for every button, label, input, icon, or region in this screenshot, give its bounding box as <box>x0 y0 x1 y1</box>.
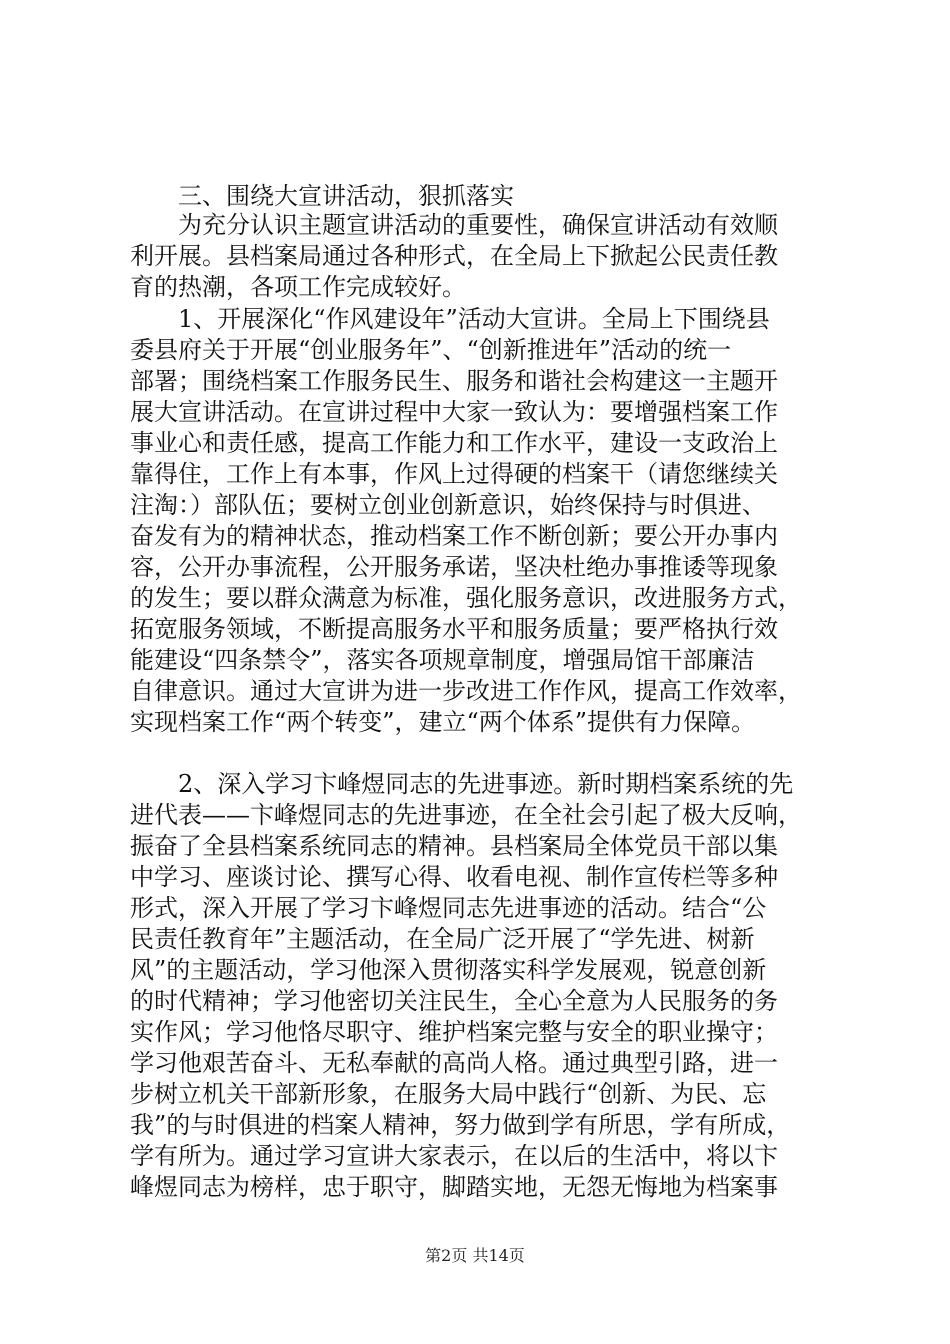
paragraph-line: 振奋了全县档案系统同志的精神。县档案局全体党员干部以集 <box>130 832 778 860</box>
paragraph-line: 展大宣讲活动。在宣讲过程中大家一致认为：要增强档案工作 <box>130 398 778 426</box>
paragraph-line: 容，公开办事流程，公开服务承诺，坚决杜绝办事推诿等现象 <box>130 553 778 581</box>
paragraph-line: 自律意识。通过大宣讲为进一步改进工作作风，提高工作效率， <box>130 677 802 705</box>
paragraph-line: 为充分认识主题宣讲活动的重要性，确保宣讲活动有效顺 <box>178 211 778 239</box>
paragraph-line: 我”的与时俱进的档案人精神，努力做到学有所思，学有所成， <box>130 1111 791 1139</box>
paragraph-line: 民责任教育年”主题活动，在全局广泛开展了“学先进、树新 <box>130 925 755 953</box>
paragraph-line: 注淘：）部队伍；要树立创业创新意识，始终保持与时俱进、 <box>130 491 766 519</box>
paragraph-line: 2、深入学习卞峰煜同志的先进事迹。新时期档案系统的先 <box>178 770 794 798</box>
paragraph-line: 能建设“四条禁令”，落实各项规章制度，增强局馆干部廉洁 <box>130 646 755 674</box>
section-heading: 三、围绕大宣讲活动，狠抓落实 <box>178 182 514 210</box>
paragraph-line: 奋发有为的精神状态，推动档案工作不断创新；要公开办事内 <box>130 522 778 550</box>
paragraph-line: 靠得住，工作上有本事，作风上过得硬的档案干（请您继续关 <box>130 460 778 488</box>
paragraph-line: 利开展。县档案局通过各种形式，在全局上下掀起公民责任教 <box>130 242 778 270</box>
paragraph-line: 育的热潮，各项工作完成较好。 <box>130 273 466 301</box>
paragraph-line: 部署；围绕档案工作服务民生、服务和谐社会构建这一主题开 <box>130 367 778 395</box>
paragraph-line: 实作风；学习他恪尽职守、维护档案完整与安全的职业操守； <box>130 1018 778 1046</box>
paragraph-line: 进代表——卞峰煜同志的先进事迹，在全社会引起了极大反响， <box>130 801 802 829</box>
paragraph-line: 学有所为。通过学习宣讲大家表示，在以后的生活中，将以卞 <box>130 1142 778 1170</box>
paragraph-line: 中学习、座谈讨论、撰写心得、收看电视、制作宣传栏等多种 <box>130 863 778 891</box>
paragraph-line: 的发生；要以群众满意为标准，强化服务意识，改进服务方式， <box>130 584 802 612</box>
paragraph-line: 形式，深入开展了学习卞峰煜同志先进事迹的活动。结合“公 <box>130 894 767 922</box>
paragraph-line: 峰煜同志为榜样，忠于职守，脚踏实地，无怨无悔地为档案事 <box>130 1173 778 1201</box>
paragraph-line: 风”的主题活动，学习他深入贯彻落实科学发展观，锐意创新 <box>130 956 767 984</box>
paragraph-line: 事业心和责任感，提高工作能力和工作水平，建设一支政治上 <box>130 429 778 457</box>
paragraph-line: 委县府关于开展“创业服务年”、“创新推进年”活动的统一 <box>130 336 732 364</box>
paragraph-line: 学习他艰苦奋斗、无私奉献的高尚人格。通过典型引路，进一 <box>130 1049 778 1077</box>
page-number-footer: 第2页 共14页 <box>425 1246 525 1265</box>
paragraph-line: 拓宽服务领域，不断提高服务水平和服务质量；要严格执行效 <box>130 615 778 643</box>
paragraph-line: 的时代精神；学习他密切关注民生，全心全意为人民服务的务 <box>130 987 778 1015</box>
paragraph-line: 1、开展深化“作风建设年”活动大宣讲。全局上下围绕县 <box>178 305 770 333</box>
paragraph-line: 步树立机关干部新形象，在服务大局中践行“创新、为民、忘 <box>130 1080 767 1108</box>
paragraph-line: 实现档案工作“两个转变”，建立“两个体系”提供有力保障。 <box>130 708 756 736</box>
